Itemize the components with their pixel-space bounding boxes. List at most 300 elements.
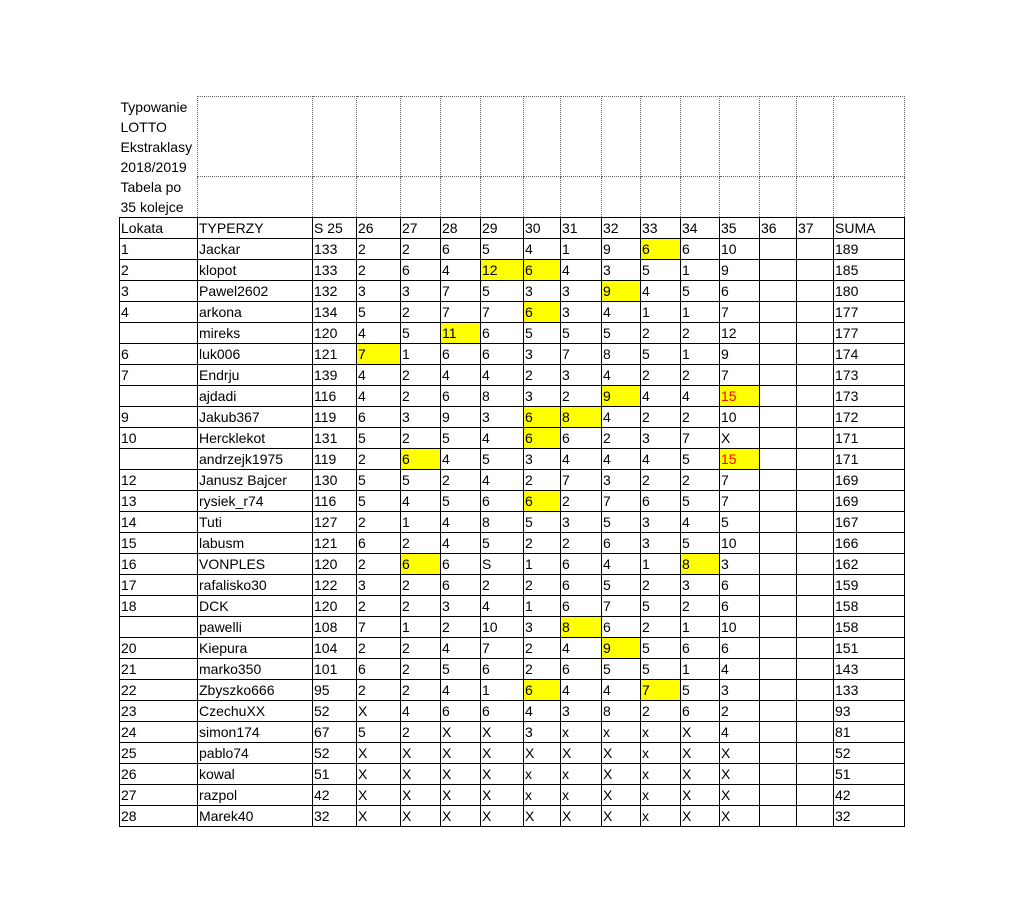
sum-cell: 169 [834,490,905,511]
round-score-cell [797,574,834,595]
round-score-cell: 7 [720,469,760,490]
round-score-cell: 2 [401,301,441,322]
round-score-cell: x [641,763,681,784]
round-score-cell: X [481,763,524,784]
round-score-cell: 4 [561,679,602,700]
round-score-cell: 2 [401,679,441,700]
round-score-cell: 6 [524,301,561,322]
round-score-cell: 2 [641,322,681,343]
round-score-cell: 1 [561,238,602,259]
sum-cell: 162 [834,553,905,574]
round-score-cell: X [401,763,441,784]
table-row [120,385,905,406]
table-row [120,616,905,637]
round-score-cell: 9 [602,637,641,658]
round-score-cell [760,385,797,406]
round-score-cell: 7 [720,490,760,511]
round-score-cell: 7 [357,343,401,364]
round-score-cell: 5 [561,322,602,343]
round-score-cell: 5 [401,322,441,343]
player-name-cell: Hercklekot [198,427,313,448]
player-name-cell: Zbyszko666 [198,679,313,700]
round-score-cell: 6 [602,616,641,637]
round-score-cell: 3 [524,280,561,301]
round-score-cell: 9 [441,406,481,427]
round-score-cell: 2 [401,385,441,406]
s25-cell: 108 [313,616,357,637]
column-header: 32 [602,217,641,238]
table-row [120,763,905,784]
round-score-cell: X [681,763,720,784]
round-score-cell: 6 [357,532,401,553]
round-score-cell: 7 [357,616,401,637]
round-score-cell [760,448,797,469]
round-score-cell: 4 [720,721,760,742]
round-score-cell: 3 [681,574,720,595]
round-score-cell: 8 [561,406,602,427]
round-score-cell: 2 [401,364,441,385]
round-score-cell: 4 [481,427,524,448]
round-score-cell: x [561,784,602,805]
round-score-cell: 4 [681,511,720,532]
round-score-cell: 6 [602,532,641,553]
round-score-cell: 6 [524,490,561,511]
round-score-cell: 5 [481,280,524,301]
round-score-cell: 5 [602,511,641,532]
round-score-cell: 4 [481,364,524,385]
table-row [120,700,905,721]
s25-cell: 52 [313,742,357,763]
round-score-cell: 4 [441,364,481,385]
s25-cell: 42 [313,784,357,805]
round-score-cell: 7 [441,301,481,322]
round-score-cell: X [401,805,441,826]
s25-cell: 133 [313,238,357,259]
round-score-cell [797,805,834,826]
round-score-cell [797,637,834,658]
column-header: 28 [441,217,481,238]
round-score-cell: 6 [441,238,481,259]
round-score-cell: 15 [720,385,760,406]
round-score-cell: 4 [602,364,641,385]
round-score-cell: 5 [524,322,561,343]
round-score-cell: 4 [441,532,481,553]
player-name-cell: simon174 [198,721,313,742]
round-score-cell [760,742,797,763]
round-score-cell: X [357,784,401,805]
s25-cell: 133 [313,259,357,280]
round-score-cell: 6 [524,259,561,280]
round-score-cell: 6 [561,574,602,595]
player-name-cell: VONPLES [198,553,313,574]
title-line1: Typowanie LOTTO Ekstraklasy 2018/2019 [120,98,193,175]
round-score-cell [797,343,834,364]
round-score-cell: 3 [641,427,681,448]
round-score-cell: 2 [524,532,561,553]
round-score-cell: 2 [681,406,720,427]
round-score-cell [797,259,834,280]
table-row [120,658,905,679]
round-score-cell: 10 [481,616,524,637]
round-score-cell: 6 [681,238,720,259]
rank-cell: 10 [120,427,198,448]
round-score-cell: 7 [681,427,720,448]
player-name-cell: DCK [198,595,313,616]
round-score-cell: 5 [481,532,524,553]
round-score-cell: 4 [441,259,481,280]
sum-cell: 133 [834,679,905,700]
round-score-cell: x [561,763,602,784]
sum-cell: 151 [834,637,905,658]
round-score-cell: 1 [524,553,561,574]
round-score-cell: 6 [681,637,720,658]
round-score-cell: 5 [481,238,524,259]
round-score-cell [797,280,834,301]
sum-cell: 171 [834,448,905,469]
round-score-cell: 5 [602,322,641,343]
round-score-cell: 4 [602,448,641,469]
round-score-cell: 4 [561,448,602,469]
column-header: SUMA [834,217,905,238]
s25-cell: 121 [313,343,357,364]
round-score-cell: 4 [441,448,481,469]
round-score-cell: S [481,553,524,574]
player-name-cell: luk006 [198,343,313,364]
round-score-cell: 8 [481,385,524,406]
round-score-cell: X [681,784,720,805]
round-score-cell [760,301,797,322]
s25-cell: 139 [313,364,357,385]
player-name-cell: rafalisko30 [198,574,313,595]
player-name-cell: marko350 [198,658,313,679]
sum-cell: 158 [834,616,905,637]
table-row [120,301,905,322]
s25-cell: 95 [313,679,357,700]
column-header: 30 [524,217,561,238]
round-score-cell: 6 [401,553,441,574]
player-name-cell: razpol [198,784,313,805]
round-score-cell: 6 [481,490,524,511]
round-score-cell: 2 [357,511,401,532]
table-row [120,259,905,280]
round-score-cell: 2 [524,364,561,385]
round-score-cell: 5 [681,448,720,469]
round-score-cell: X [720,427,760,448]
round-score-cell: X [720,805,760,826]
player-name-cell: Endrju [198,364,313,385]
round-score-cell: x [524,763,561,784]
round-score-cell: 6 [401,448,441,469]
round-score-cell: 7 [441,280,481,301]
round-score-cell: 2 [357,259,401,280]
round-score-cell: x [641,784,681,805]
round-score-cell [797,784,834,805]
round-score-cell: 3 [602,469,641,490]
player-name-cell: Tuti [198,511,313,532]
round-score-cell: 6 [561,553,602,574]
sum-cell: 166 [834,532,905,553]
round-score-cell: 5 [641,637,681,658]
round-score-cell: 2 [641,700,681,721]
round-score-cell: 3 [561,280,602,301]
round-score-cell: 7 [602,490,641,511]
round-score-cell: 3 [561,511,602,532]
rank-cell: 9 [120,406,198,427]
round-score-cell: 3 [524,721,561,742]
round-score-cell: x [641,721,681,742]
table-row [120,784,905,805]
s25-cell: 127 [313,511,357,532]
round-score-cell: X [357,805,401,826]
sum-cell: 81 [834,721,905,742]
round-score-cell: 4 [641,385,681,406]
round-score-cell: 5 [641,259,681,280]
rank-cell: 27 [120,784,198,805]
round-score-cell: X [602,763,641,784]
player-name-cell: labusm [198,532,313,553]
round-score-cell [797,742,834,763]
round-score-cell: X [481,742,524,763]
rank-cell: 17 [120,574,198,595]
sum-cell: 173 [834,385,905,406]
round-score-cell [760,679,797,700]
round-score-cell: X [720,763,760,784]
round-score-cell [797,448,834,469]
round-score-cell: 6 [357,658,401,679]
round-score-cell [797,364,834,385]
round-score-cell: 7 [720,301,760,322]
title-row [120,97,905,177]
round-score-cell: 9 [720,259,760,280]
round-score-cell: 4 [602,301,641,322]
sum-cell: 143 [834,658,905,679]
round-score-cell: 7 [561,469,602,490]
column-header: S 25 [313,217,357,238]
round-score-cell [797,469,834,490]
round-score-cell: 5 [357,721,401,742]
title-line2: Tabela po 35 kolejce [120,178,184,215]
round-score-cell: 15 [720,448,760,469]
round-score-cell: X [481,721,524,742]
round-score-cell: 6 [441,343,481,364]
round-score-cell: 2 [524,469,561,490]
round-score-cell: X [602,742,641,763]
round-score-cell [797,490,834,511]
round-score-cell: 5 [681,490,720,511]
round-score-cell: 5 [357,427,401,448]
round-score-cell [797,616,834,637]
round-score-cell: 2 [641,574,681,595]
column-header: 27 [401,217,441,238]
round-score-cell: 2 [681,322,720,343]
player-name-cell: Jakub367 [198,406,313,427]
sum-cell: 93 [834,700,905,721]
round-score-cell: 2 [641,406,681,427]
round-score-cell: 5 [481,448,524,469]
column-header: 29 [481,217,524,238]
round-score-cell: 4 [524,700,561,721]
round-score-cell: 9 [602,385,641,406]
round-score-cell: 3 [524,448,561,469]
sum-cell: 159 [834,574,905,595]
round-score-cell: X [602,784,641,805]
round-score-cell: X [481,784,524,805]
s25-cell: 132 [313,280,357,301]
s25-cell: 67 [313,721,357,742]
round-score-cell: 4 [357,322,401,343]
round-score-cell: 3 [602,259,641,280]
round-score-cell: 2 [681,364,720,385]
table-row [120,721,905,742]
rank-cell [120,385,198,406]
column-header: 31 [561,217,602,238]
s25-cell: 119 [313,448,357,469]
round-score-cell: 7 [481,301,524,322]
round-score-cell: 5 [681,532,720,553]
rank-cell: 25 [120,742,198,763]
round-score-cell [760,700,797,721]
sum-cell: 51 [834,763,905,784]
sum-cell: 169 [834,469,905,490]
rank-cell: 21 [120,658,198,679]
round-score-cell: 10 [720,532,760,553]
rank-cell: 13 [120,490,198,511]
round-score-cell: x [641,805,681,826]
rank-cell: 2 [120,259,198,280]
round-score-cell [797,595,834,616]
round-score-cell: 3 [720,553,760,574]
round-score-cell [797,406,834,427]
s25-cell: 120 [313,553,357,574]
player-name-cell: Janusz Bajcer [198,469,313,490]
player-name-cell: arkona [198,301,313,322]
sum-cell: 42 [834,784,905,805]
round-score-cell: 4 [602,553,641,574]
round-score-cell [760,658,797,679]
round-score-cell: 3 [401,406,441,427]
round-score-cell: 1 [681,259,720,280]
table-row [120,595,905,616]
round-score-cell: 5 [524,511,561,532]
round-score-cell: X [441,784,481,805]
round-score-cell: 3 [561,364,602,385]
round-score-cell: 2 [401,595,441,616]
round-score-cell: 10 [720,616,760,637]
round-score-cell: 2 [561,385,602,406]
round-score-cell: 2 [681,469,720,490]
round-score-cell: 5 [357,490,401,511]
round-score-cell: 4 [481,595,524,616]
sum-cell: 173 [834,364,905,385]
round-score-cell: 3 [524,385,561,406]
round-score-cell: 4 [441,637,481,658]
player-name-cell: ajdadi [198,385,313,406]
round-score-cell: 6 [524,679,561,700]
round-score-cell: 3 [561,301,602,322]
round-score-cell: 1 [641,553,681,574]
round-score-cell [760,322,797,343]
round-score-cell [760,427,797,448]
round-score-cell: 6 [481,700,524,721]
round-score-cell: 8 [561,616,602,637]
s25-cell: 52 [313,700,357,721]
table-row [120,469,905,490]
round-score-cell: 3 [524,343,561,364]
rank-cell: 1 [120,238,198,259]
s25-cell: 116 [313,385,357,406]
round-score-cell: 12 [720,322,760,343]
round-score-cell: X [357,742,401,763]
round-score-cell: X [681,721,720,742]
round-score-cell: 6 [561,427,602,448]
round-score-cell: 1 [401,343,441,364]
round-score-cell: X [720,742,760,763]
rank-cell: 16 [120,553,198,574]
round-score-cell: 5 [641,658,681,679]
round-score-cell: 6 [524,427,561,448]
round-score-cell [760,238,797,259]
round-score-cell: 9 [602,280,641,301]
round-score-cell: 3 [357,574,401,595]
s25-cell: 130 [313,469,357,490]
round-score-cell: 2 [401,574,441,595]
table-row [120,742,905,763]
round-score-cell [760,637,797,658]
s25-cell: 101 [313,658,357,679]
round-score-cell: X [441,721,481,742]
player-name-cell: kowal [198,763,313,784]
round-score-cell: 1 [681,658,720,679]
round-score-cell: 6 [681,700,720,721]
round-score-cell: 5 [641,343,681,364]
round-score-cell: 3 [481,406,524,427]
round-score-cell: 10 [720,238,760,259]
s25-cell: 32 [313,805,357,826]
player-name-cell: andrzejk1975 [198,448,313,469]
table-row [120,406,905,427]
round-score-cell: 3 [401,280,441,301]
round-score-cell: 6 [720,574,760,595]
round-score-cell: 4 [561,637,602,658]
round-score-cell: 4 [602,679,641,700]
round-score-cell [760,784,797,805]
round-score-cell: X [441,763,481,784]
round-score-cell [797,301,834,322]
round-score-cell [797,238,834,259]
rank-cell [120,448,198,469]
round-score-cell: 8 [602,343,641,364]
round-score-cell: x [641,742,681,763]
round-score-cell: 4 [524,238,561,259]
round-score-cell: X [357,763,401,784]
column-header: 36 [760,217,797,238]
s25-cell: 134 [313,301,357,322]
round-score-cell: 1 [524,595,561,616]
sum-cell: 174 [834,343,905,364]
table-row [120,679,905,700]
player-name-cell: Pawel2602 [198,280,313,301]
round-score-cell: X [401,784,441,805]
round-score-cell: 4 [720,658,760,679]
title-row-2 [120,177,905,218]
rank-cell: 22 [120,679,198,700]
round-score-cell: 2 [441,616,481,637]
rank-cell: 28 [120,805,198,826]
rank-cell: 3 [120,280,198,301]
table-row [120,637,905,658]
round-score-cell: x [524,784,561,805]
round-score-cell: X [481,805,524,826]
